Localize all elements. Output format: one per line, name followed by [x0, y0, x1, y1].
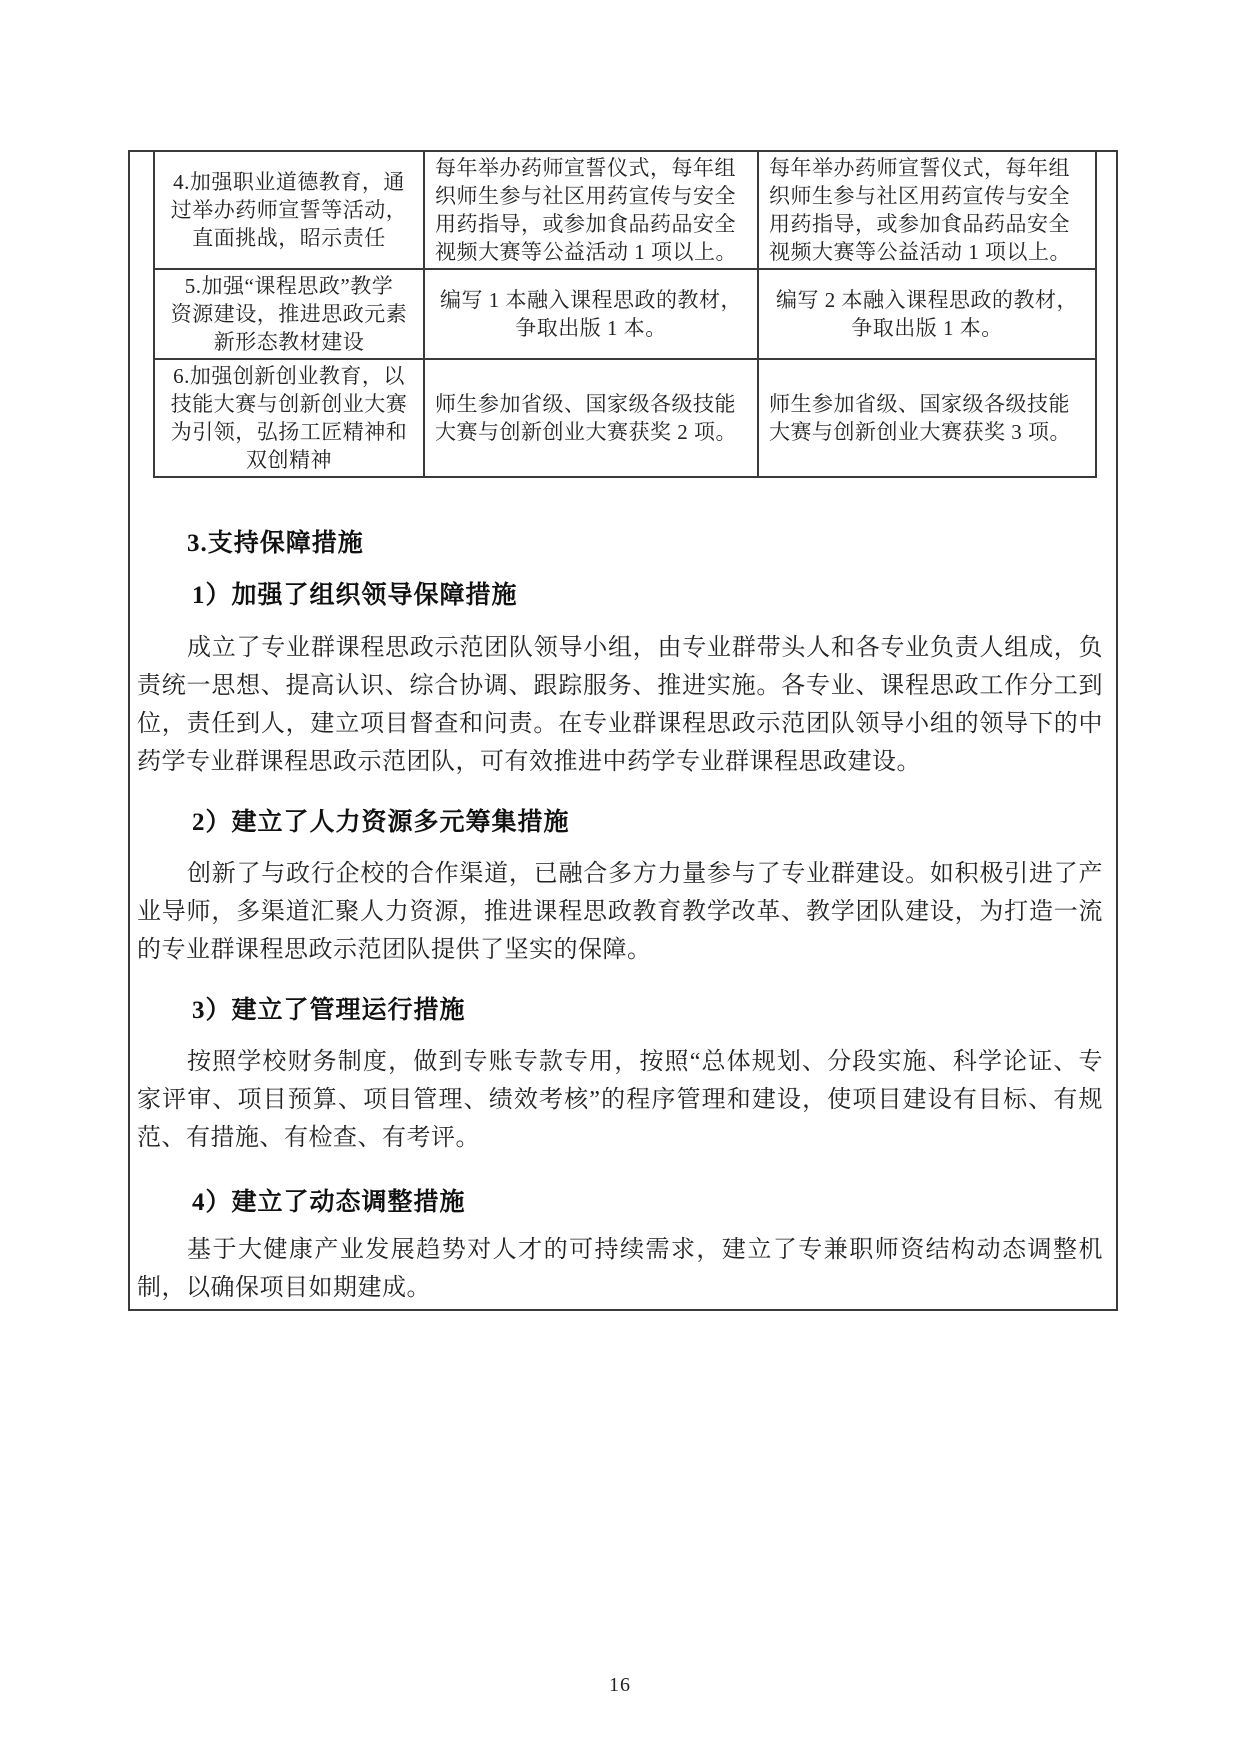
table-row	[154, 269, 1096, 359]
table-cell-line: 编写 1 本融入课程思政的教材，	[440, 288, 742, 312]
table-cell-line: 争取出版 1 本。	[515, 316, 667, 340]
table-cell-line: 为引领，弘扬工匠精神和	[170, 420, 408, 444]
table-cell-line: 直面挑战，昭示责任	[192, 226, 386, 250]
table-cell-line: 双创精神	[246, 448, 332, 472]
phase1-target-cell	[424, 269, 758, 359]
table-cell-line: 用药指导，或参加食品药品安全	[435, 212, 736, 236]
table-cell-line: 技能大赛与创新创业大赛	[170, 392, 408, 416]
table-cell-line: 视频大赛等公益活动 1 项以上。	[769, 240, 1071, 264]
table-cell-line: 争取出版 1 本。	[851, 316, 1003, 340]
subsection-heading-2: 2）建立了人力资源多元筹集措施	[192, 809, 570, 836]
table-cell-line: 用药指导，或参加食品药品安全	[769, 212, 1070, 236]
paragraph-2: 创新了与政行企校的合作渠道，已融合多方力量参与了专业群建设。如积极引进了产业导师，多渠道汇聚人力资源，推进课程思政教育教学改革、教学团队建设，为打造一流的专业群课程思政示范团队提供了坚实的保障。	[137, 861, 1103, 963]
section-title: 3.支持保障措施	[187, 530, 364, 557]
table-cell-line: 新形态教材建设	[213, 330, 365, 354]
table-cell-line: 4.加强职业道德教育，通	[173, 170, 405, 194]
table-cell-line: 大赛与创新创业大赛获奖 3 项。	[769, 420, 1071, 444]
phase2-target-cell	[758, 151, 1096, 269]
subsection-heading-3: 3）建立了管理运行措施	[192, 997, 466, 1024]
measure-cell	[154, 359, 424, 477]
measure-cell	[154, 151, 424, 269]
subsection-heading-1: 1）加强了组织领导保障措施	[192, 582, 518, 609]
page-number: 16	[609, 1674, 631, 1696]
phase1-target-cell	[424, 151, 758, 269]
table-cell-line: 每年举办药师宣誓仪式，每年组	[769, 156, 1070, 180]
paragraph-4: 基于大健康产业发展趋势对人才的可持续需求，建立了专兼职师资结构动态调整机制，以确保项目如期建成。	[137, 1237, 1103, 1301]
table-row	[154, 151, 1096, 269]
phase2-target-cell	[758, 359, 1096, 477]
targets-table	[153, 150, 1097, 478]
phase1-target-cell	[424, 359, 758, 477]
document-border-frame	[128, 150, 1118, 1311]
table-cell-line: 过举办药师宣誓等活动，	[170, 198, 408, 222]
measure-cell	[154, 269, 424, 359]
subsection-heading-4: 4）建立了动态调整措施	[192, 1189, 466, 1216]
table-cell-line: 6.加强创新创业教育，以	[173, 364, 405, 388]
table-row	[154, 359, 1096, 477]
table-cell-line: 视频大赛等公益活动 1 项以上。	[435, 240, 737, 264]
table-cell-line: 织师生参与社区用药宣传与安全	[769, 184, 1070, 208]
paragraph-1: 成立了专业群课程思政示范团队领导小组，由专业群带头人和各专业负责人组成，负责统一思想、提高认识、综合协调、跟踪服务、推进实施。各专业、课程思政工作分工到位，责任到人，建立项目督查和问责。在专业群课程思政示范团队领导小组的领导下的中药学专业群课程思政示范团队，可有效推进中药学专业群课程思政建设。	[137, 635, 1103, 775]
paragraph-3: 按照学校财务制度，做到专账专款专用，按照“总体规划、分段实施、科学论证、专家评审、项目预算、项目管理、绩效考核”的程序管理和建设，使项目建设有目标、有规范、有措施、有检查、有考评。	[137, 1049, 1103, 1151]
phase2-target-cell	[758, 269, 1096, 359]
table-cell-line: 师生参加省级、国家级各级技能	[769, 392, 1070, 416]
table-cell-line: 资源建设，推进思政元素	[170, 302, 408, 326]
table-cell-line: 5.加强“课程思政”教学	[184, 274, 394, 298]
table-cell-line: 每年举办药师宣誓仪式，每年组	[435, 156, 736, 180]
table-cell-line: 织师生参与社区用药宣传与安全	[435, 184, 736, 208]
table-cell-line: 师生参加省级、国家级各级技能	[435, 392, 736, 416]
table-cell-line: 编写 2 本融入课程思政的教材，	[776, 288, 1078, 312]
table-cell-line: 大赛与创新创业大赛获奖 2 项。	[435, 420, 737, 444]
